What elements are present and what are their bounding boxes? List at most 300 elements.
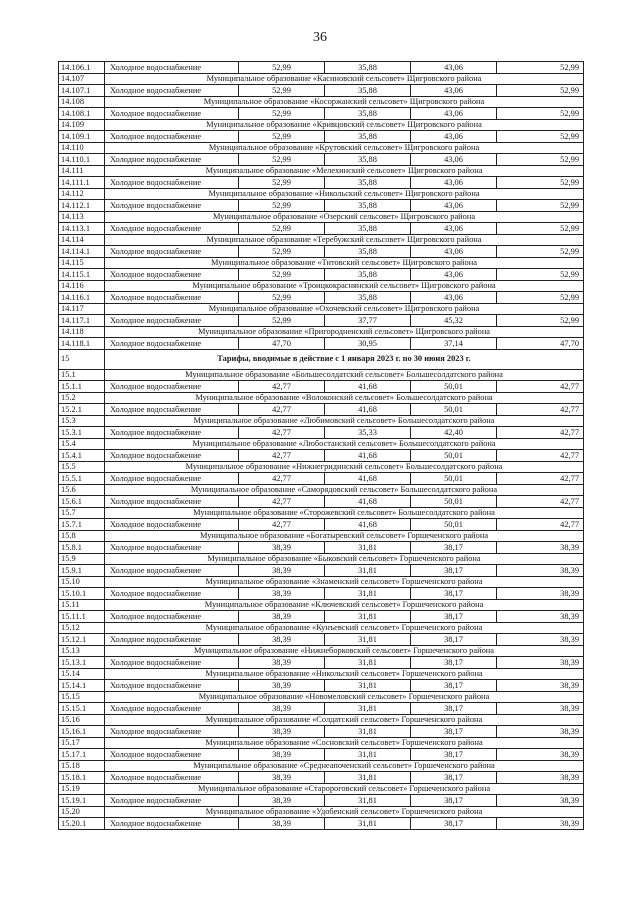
row-code: 14.118.1 <box>59 338 105 350</box>
municipality-row <box>59 599 584 611</box>
row-code: 14.115 <box>59 257 105 269</box>
service-name: Холодное водоснабжение <box>105 177 239 189</box>
tariff-value: 52,99 <box>239 85 325 97</box>
tariff-value: 50,01 <box>411 450 497 462</box>
tariff-value: 50,01 <box>411 496 497 508</box>
municipality-row <box>59 165 584 177</box>
row-code: 14.114.1 <box>59 246 105 258</box>
tariff-value: 38,17 <box>411 818 497 830</box>
tariff-value: 41,68 <box>325 519 411 531</box>
tariff-value: 38,39 <box>239 818 325 830</box>
table-row <box>59 85 584 97</box>
tariff-value: 37,14 <box>411 338 497 350</box>
tariff-value: 38,17 <box>411 680 497 692</box>
service-name: Холодное водоснабжение <box>105 542 239 554</box>
service-name: Холодное водоснабжение <box>105 292 239 304</box>
row-code: 15.12.1 <box>59 634 105 646</box>
municipality-row <box>59 234 584 246</box>
municipality-row <box>59 280 584 292</box>
municipality-name: Муниципальное образование «Новомеловский сельсовет» Горшеченского района <box>105 691 584 703</box>
tariff-value: 50,01 <box>411 519 497 531</box>
municipality-name: Муниципальное образование «Саморядовский сельсовет» Большесолдатского района <box>105 484 584 496</box>
municipality-name: Муниципальное образование «Удобенский сельсовет» Горшеченского района <box>105 806 584 818</box>
tariff-value: 42,77 <box>239 519 325 531</box>
page-number: 36 <box>313 30 327 45</box>
municipality-name: Муниципальное образование «Сосновский сельсовет» Горшеченского района <box>105 737 584 749</box>
municipality-name: Муниципальное образование «Пригородненский сельсовет» Щигровского района <box>105 326 584 338</box>
tariff-value: 38,39 <box>497 680 584 692</box>
municipality-row <box>59 484 584 496</box>
tariff-value: 52,99 <box>497 177 584 189</box>
table-row <box>59 565 584 577</box>
tariff-value: 41,68 <box>325 450 411 462</box>
row-code: 14.107.1 <box>59 85 105 97</box>
municipality-name: Муниципальное образование «Ключевский сельсовет» Горшеченского района <box>105 599 584 611</box>
section-title: Тарифы, вводимые в действие с 1 января 2023 г. по 30 июня 2023 г. <box>105 349 584 369</box>
tariff-value: 37,77 <box>325 315 411 327</box>
municipality-row <box>59 645 584 657</box>
tariff-value: 52,99 <box>239 246 325 258</box>
table-row <box>59 292 584 304</box>
tariff-value: 35,88 <box>325 177 411 189</box>
tariff-value: 38,17 <box>411 565 497 577</box>
municipality-name: Муниципальное образование «Богатыревский сельсовет» Горшеченского района <box>105 530 584 542</box>
tariff-value: 35,88 <box>325 246 411 258</box>
row-code: 15.2.1 <box>59 404 105 416</box>
tariff-value: 52,99 <box>239 62 325 74</box>
table-row <box>59 611 584 623</box>
tariff-value: 52,99 <box>239 200 325 212</box>
tariff-value: 42,77 <box>239 496 325 508</box>
row-code: 14.113.1 <box>59 223 105 235</box>
tariff-value: 52,99 <box>497 292 584 304</box>
tariff-value: 31,81 <box>325 611 411 623</box>
table-row <box>59 154 584 166</box>
table-row <box>59 381 584 393</box>
municipality-row <box>59 188 584 200</box>
row-code: 14.117 <box>59 303 105 315</box>
municipality-row <box>59 737 584 749</box>
tariff-value: 35,33 <box>325 427 411 439</box>
row-code: 15.6 <box>59 484 105 496</box>
municipality-name: Муниципальное образование «Никольский сельсовет» Горшеченского района <box>105 668 584 680</box>
tariff-value: 47,70 <box>239 338 325 350</box>
service-name: Холодное водоснабжение <box>105 611 239 623</box>
row-code: 14.117.1 <box>59 315 105 327</box>
table-row <box>59 246 584 258</box>
row-code: 15.6.1 <box>59 496 105 508</box>
table-row <box>59 680 584 692</box>
tariff-value: 38,39 <box>239 772 325 784</box>
tariff-value: 35,88 <box>325 292 411 304</box>
row-code: 15.19.1 <box>59 795 105 807</box>
table-row <box>59 818 584 830</box>
tariff-value: 38,39 <box>239 726 325 738</box>
service-name: Холодное водоснабжение <box>105 223 239 235</box>
tariff-value: 38,17 <box>411 772 497 784</box>
tariff-value: 30,95 <box>325 338 411 350</box>
service-name: Холодное водоснабжение <box>105 338 239 350</box>
tariff-value: 35,88 <box>325 62 411 74</box>
tariff-value: 42,77 <box>239 381 325 393</box>
row-code: 14.106.1 <box>59 62 105 74</box>
service-name: Холодное водоснабжение <box>105 703 239 715</box>
tariff-value: 38,17 <box>411 795 497 807</box>
tariff-value: 52,99 <box>239 131 325 143</box>
tariff-value: 38,17 <box>411 726 497 738</box>
tariff-value: 52,99 <box>497 131 584 143</box>
row-code: 14.115.1 <box>59 269 105 281</box>
tariff-value: 38,39 <box>239 634 325 646</box>
municipality-row <box>59 691 584 703</box>
tariff-value: 38,39 <box>497 749 584 761</box>
municipality-name: Муниципальное образование «Солдатский сельсовет» Горшеченского района <box>105 714 584 726</box>
row-code: 15.4.1 <box>59 450 105 462</box>
tariff-value: 31,81 <box>325 634 411 646</box>
tariff-value: 35,88 <box>325 154 411 166</box>
municipality-name: Муниципальное образование «Волоконский сельсовет» Большесолдатского района <box>105 392 584 404</box>
tariff-value: 45,32 <box>411 315 497 327</box>
municipality-row <box>59 303 584 315</box>
service-name: Холодное водоснабжение <box>105 680 239 692</box>
municipality-name: Муниципальное образование «Кривцовский сельсовет» Щигровского района <box>105 119 584 131</box>
tariff-value: 31,81 <box>325 703 411 715</box>
tariff-value: 52,99 <box>239 223 325 235</box>
row-code: 15.17.1 <box>59 749 105 761</box>
row-code: 15.8 <box>59 530 105 542</box>
table-row <box>59 542 584 554</box>
tariff-value: 31,81 <box>325 726 411 738</box>
service-name: Холодное водоснабжение <box>105 450 239 462</box>
tariff-value: 31,81 <box>325 749 411 761</box>
tariffs-table-body <box>59 62 584 830</box>
row-code: 14.116.1 <box>59 292 105 304</box>
row-code: 15.16 <box>59 714 105 726</box>
tariff-value: 43,06 <box>411 177 497 189</box>
tariff-value: 42,77 <box>497 381 584 393</box>
tariff-value: 38,39 <box>239 703 325 715</box>
service-name: Холодное водоснабжение <box>105 588 239 600</box>
tariff-value: 52,99 <box>497 246 584 258</box>
row-code: 15.15.1 <box>59 703 105 715</box>
row-code: 14.108 <box>59 96 105 108</box>
tariff-value: 38,17 <box>411 749 497 761</box>
row-code: 14.112 <box>59 188 105 200</box>
tariff-value: 35,88 <box>325 85 411 97</box>
service-name: Холодное водоснабжение <box>105 269 239 281</box>
tariff-value: 42,77 <box>497 519 584 531</box>
tariff-value: 43,06 <box>411 154 497 166</box>
tariff-value: 43,06 <box>411 108 497 120</box>
tariff-value: 42,77 <box>239 404 325 416</box>
tariff-value: 42,77 <box>497 450 584 462</box>
service-name: Холодное водоснабжение <box>105 315 239 327</box>
municipality-row <box>59 714 584 726</box>
tariff-value: 38,17 <box>411 611 497 623</box>
tariff-value: 35,88 <box>325 200 411 212</box>
tariff-value: 42,77 <box>239 473 325 485</box>
municipality-name: Муниципальное образование «Мелехинский сельсовет» Щигровского района <box>105 165 584 177</box>
row-code: 15.5 <box>59 461 105 473</box>
tariff-value: 52,99 <box>497 62 584 74</box>
municipality-row <box>59 438 584 450</box>
tariff-value: 31,81 <box>325 795 411 807</box>
service-name: Холодное водоснабжение <box>105 519 239 531</box>
table-row <box>59 269 584 281</box>
tariff-value: 38,39 <box>239 657 325 669</box>
tariff-value: 31,81 <box>325 542 411 554</box>
tariff-value: 52,99 <box>497 223 584 235</box>
table-row <box>59 223 584 235</box>
tariff-value: 38,17 <box>411 634 497 646</box>
row-code: 14.113 <box>59 211 105 223</box>
municipality-row <box>59 326 584 338</box>
tariff-value: 43,06 <box>411 131 497 143</box>
row-code: 15.16.1 <box>59 726 105 738</box>
row-code: 15.1.1 <box>59 381 105 393</box>
tariff-value: 43,06 <box>411 62 497 74</box>
table-row <box>59 657 584 669</box>
row-code: 15.13 <box>59 645 105 657</box>
tariff-value: 52,99 <box>239 315 325 327</box>
tariff-value: 52,99 <box>497 315 584 327</box>
table-row <box>59 519 584 531</box>
tariff-value: 38,39 <box>497 565 584 577</box>
municipality-row <box>59 507 584 519</box>
service-name: Холодное водоснабжение <box>105 818 239 830</box>
row-code: 14.110.1 <box>59 154 105 166</box>
municipality-name: Муниципальное образование «Знаменский сельсовет» Горшеченского района <box>105 576 584 588</box>
service-name: Холодное водоснабжение <box>105 496 239 508</box>
municipality-row <box>59 415 584 427</box>
tariff-value: 31,81 <box>325 818 411 830</box>
municipality-name: Муниципальное образование «Кунъевский сельсовет» Горшеченского района <box>105 622 584 634</box>
tariff-value: 31,81 <box>325 588 411 600</box>
municipality-name: Муниципальное образование «Крутовский сельсовет» Щигровского района <box>105 142 584 154</box>
row-code: 15.13.1 <box>59 657 105 669</box>
row-code: 14.111.1 <box>59 177 105 189</box>
tariff-value: 52,99 <box>239 108 325 120</box>
service-name: Холодное водоснабжение <box>105 749 239 761</box>
row-code: 14.111 <box>59 165 105 177</box>
row-code: 15.10.1 <box>59 588 105 600</box>
tariff-value: 42,77 <box>497 473 584 485</box>
tariff-value: 35,88 <box>325 223 411 235</box>
municipality-name: Муниципальное образование «Любимовский сельсовет» Большесолдатского района <box>105 415 584 427</box>
tariff-value: 52,99 <box>239 292 325 304</box>
municipality-row <box>59 369 584 381</box>
service-name: Холодное водоснабжение <box>105 634 239 646</box>
tariff-value: 38,39 <box>239 795 325 807</box>
table-row <box>59 726 584 738</box>
municipality-row <box>59 553 584 565</box>
row-code: 15.2 <box>59 392 105 404</box>
row-code: 14.109.1 <box>59 131 105 143</box>
tariff-value: 50,01 <box>411 473 497 485</box>
row-code: 15.15 <box>59 691 105 703</box>
tariff-value: 35,88 <box>325 108 411 120</box>
tariff-value: 43,06 <box>411 269 497 281</box>
row-code: 14.116 <box>59 280 105 292</box>
tariff-value: 38,39 <box>239 611 325 623</box>
tariff-value: 38,17 <box>411 703 497 715</box>
table-row <box>59 496 584 508</box>
row-code: 15.9.1 <box>59 565 105 577</box>
municipality-name: Муниципальное образование «Титовский сельсовет» Щигровского района <box>105 257 584 269</box>
tariff-value: 41,68 <box>325 404 411 416</box>
municipality-name: Муниципальное образование «Быковский сельсовет» Горшеченского района <box>105 553 584 565</box>
tariff-value: 41,68 <box>325 381 411 393</box>
tariff-value: 38,39 <box>497 703 584 715</box>
table-row <box>59 749 584 761</box>
tariff-value: 38,39 <box>239 749 325 761</box>
municipality-name: Муниципальное образование «Любостанский сельсовет» Большесолдатского района <box>105 438 584 450</box>
row-code: 15.11 <box>59 599 105 611</box>
tariff-value: 38,39 <box>239 565 325 577</box>
municipality-row <box>59 96 584 108</box>
table-row <box>59 473 584 485</box>
municipality-name: Муниципальное образование «Озерский сельсовет» Щигровского района <box>105 211 584 223</box>
tariff-value: 42,77 <box>497 404 584 416</box>
service-name: Холодное водоснабжение <box>105 108 239 120</box>
row-code: 14.118 <box>59 326 105 338</box>
tariff-value: 38,39 <box>497 588 584 600</box>
tariff-value: 41,68 <box>325 496 411 508</box>
row-code: 14.110 <box>59 142 105 154</box>
tariff-value: 38,39 <box>497 818 584 830</box>
municipality-name: Муниципальное образование «Троицкокраснянский сельсовет» Щигровского района <box>105 280 584 292</box>
row-code: 15.18 <box>59 760 105 772</box>
row-code: 15.8.1 <box>59 542 105 554</box>
municipality-row <box>59 73 584 85</box>
service-name: Холодное водоснабжение <box>105 726 239 738</box>
row-code: 15.17 <box>59 737 105 749</box>
municipality-row <box>59 530 584 542</box>
tariff-value: 43,06 <box>411 85 497 97</box>
municipality-name: Муниципальное образование «Большесолдатский сельсовет» Большесолдатского района <box>105 369 584 381</box>
row-code: 14.112.1 <box>59 200 105 212</box>
table-row <box>59 177 584 189</box>
municipality-row <box>59 257 584 269</box>
row-code: 15.18.1 <box>59 772 105 784</box>
municipality-row <box>59 622 584 634</box>
tariff-value: 52,99 <box>497 154 584 166</box>
service-name: Холодное водоснабжение <box>105 381 239 393</box>
row-code: 15.12 <box>59 622 105 634</box>
row-code: 14.108.1 <box>59 108 105 120</box>
tariff-value: 52,99 <box>497 85 584 97</box>
municipality-row <box>59 783 584 795</box>
municipality-name: Муниципальное образование «Охочевский сельсовет» Щигровского района <box>105 303 584 315</box>
table-row <box>59 772 584 784</box>
table-row <box>59 315 584 327</box>
tariff-value: 31,81 <box>325 772 411 784</box>
row-code: 15.5.1 <box>59 473 105 485</box>
tariff-value: 38,39 <box>239 542 325 554</box>
row-code: 14.109 <box>59 119 105 131</box>
municipality-row <box>59 576 584 588</box>
table-row <box>59 450 584 462</box>
tariff-value: 42,77 <box>239 427 325 439</box>
table-row <box>59 588 584 600</box>
tariff-value: 38,39 <box>239 680 325 692</box>
table-row <box>59 108 584 120</box>
tariff-value: 38,39 <box>497 772 584 784</box>
municipality-row <box>59 668 584 680</box>
row-code: 15.14 <box>59 668 105 680</box>
service-name: Холодное водоснабжение <box>105 565 239 577</box>
municipality-name: Муниципальное образование «Старороговский сельсовет» Горшеченского района <box>105 783 584 795</box>
municipality-row <box>59 142 584 154</box>
tariff-value: 38,17 <box>411 542 497 554</box>
tariff-value: 52,99 <box>497 200 584 212</box>
row-code: 14.107 <box>59 73 105 85</box>
tariff-value: 42,40 <box>411 427 497 439</box>
municipality-row <box>59 119 584 131</box>
tariff-value: 42,77 <box>239 450 325 462</box>
tariff-value: 31,81 <box>325 680 411 692</box>
tariff-value: 52,99 <box>239 177 325 189</box>
tariff-value: 50,01 <box>411 404 497 416</box>
tariff-value: 52,99 <box>239 269 325 281</box>
tariff-value: 31,81 <box>325 657 411 669</box>
tariff-value: 38,39 <box>497 611 584 623</box>
table-row <box>59 200 584 212</box>
row-code: 15.7.1 <box>59 519 105 531</box>
tariff-value: 38,39 <box>239 588 325 600</box>
tariff-value: 38,39 <box>497 542 584 554</box>
row-code: 15.14.1 <box>59 680 105 692</box>
service-name: Холодное водоснабжение <box>105 246 239 258</box>
tariff-value: 43,06 <box>411 200 497 212</box>
tariff-value: 35,88 <box>325 269 411 281</box>
row-code: 14.114 <box>59 234 105 246</box>
tariff-value: 43,06 <box>411 246 497 258</box>
table-row <box>59 62 584 74</box>
municipality-name: Муниципальное образование «Среднеапоченский сельсовет» Горшеченского района <box>105 760 584 772</box>
service-name: Холодное водоснабжение <box>105 427 239 439</box>
row-code: 15.4 <box>59 438 105 450</box>
table-row <box>59 427 584 439</box>
tariff-value: 38,39 <box>497 795 584 807</box>
row-code: 15.7 <box>59 507 105 519</box>
municipality-name: Муниципальное образование «Нижнеборковский сельсовет» Горшеченского района <box>105 645 584 657</box>
service-name: Холодное водоснабжение <box>105 795 239 807</box>
table-row <box>59 634 584 646</box>
table-row <box>59 703 584 715</box>
tariff-value: 52,99 <box>497 108 584 120</box>
tariff-value: 31,81 <box>325 565 411 577</box>
tariffs-table <box>58 61 584 830</box>
row-code: 15.20 <box>59 806 105 818</box>
tariff-value: 52,99 <box>239 154 325 166</box>
municipality-row <box>59 461 584 473</box>
municipality-name: Муниципальное образование «Касиновский сельсовет» Щигровского района <box>105 73 584 85</box>
service-name: Холодное водоснабжение <box>105 473 239 485</box>
tariff-value: 38,39 <box>497 726 584 738</box>
tariff-value: 47,70 <box>497 338 584 350</box>
tariff-value: 35,88 <box>325 131 411 143</box>
service-name: Холодное водоснабжение <box>105 404 239 416</box>
table-row <box>59 338 584 350</box>
service-name: Холодное водоснабжение <box>105 657 239 669</box>
row-code: 15.19 <box>59 783 105 795</box>
row-code: 15.3.1 <box>59 427 105 439</box>
tariff-value: 43,06 <box>411 292 497 304</box>
row-code: 15.11.1 <box>59 611 105 623</box>
municipality-row <box>59 392 584 404</box>
row-code: 15.1 <box>59 369 105 381</box>
